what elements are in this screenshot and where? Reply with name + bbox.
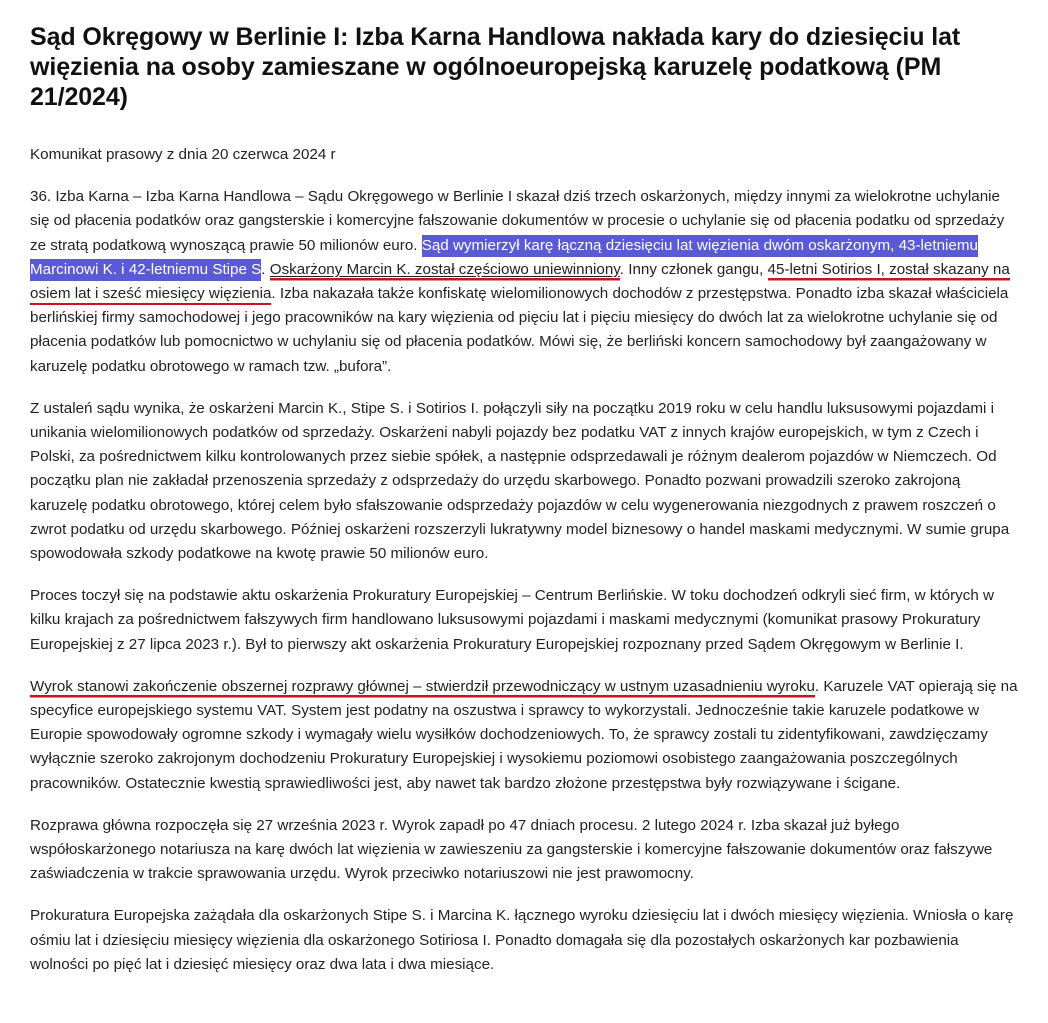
paragraph-indictment: Proces toczył się na podstawie aktu oskarżenia Prokuratury Europejskiej – Centrum Berlińskie. W toku dochodzeń odkryli sieć firm, w których w kilku krajach za pośrednictwem fałszywych firm handlowano luksusowymi pojazdami i maskami medycznymi (komunikat prasowy Prokuratury Europejskiej z 27 lipca 2023 r.). Był to pierwszy akt oskarżenia Prokuratury Europejskiej rozpoznany przed Sądem Okręgowym w Berlinie I.	[30, 587, 994, 653]
text-segment: 36. Izba Karna – Izba Karna Handlowa – Sądu Okręgowego w Berlinie I skazał dziś trzech oskarżonych, między innymi za wielokrotne uchylanie się od płacenia podatków oraz gangsterskie i komercyjne fałszowanie dokumentów w procesie o uchylanie się od płacenia podatku od sprzedaży ze stratą podatkową wynoszącą prawie 50 milionów euro.	[30, 188, 1005, 254]
underlined-text-sotirios-sentence[interactable]: 45-letni Sotirios I, został skazany na osiem lat i sześć miesięcy więzienia	[30, 261, 1010, 305]
paragraph-judge-statement	[30, 675, 1018, 796]
paragraph-court-findings: Z ustaleń sądu wynika, że oskarżeni Marcin K., Stipe S. i Sotirios I. połączyli siły na początku 2019 roku w celu handlu luksusowymi pojazdami i unikania wielomilionowych podatków od sprzedaży. Oskarżeni nabyli pojazdy bez podatku VAT z innych krajów europejskich, w tym z Czech i Polski, za pośrednictwem kilku kontrolowanych przez siebie spółek, a następnie odsprzedawali je różnym dealerom pojazdów w Niemczech. Od początku plan nie zakładał przenoszenia sprzedaży z odsprzedaży do urzędu skarbowego. Ponadto pozwani prowadzili szeroko zakrojoną karuzelę podatku obrotowego, której celem było sfałszowanie odsprzedaży pojazdów w celu wygenerowania niezgodnych z prawem roszczeń o zwrot podatku od urzędu skarbowego. Później oskarżeni rozszerzyli lukratywny model biznesowy o handel maskami medycznymi. W sumie grupa spowodowała szkody podatkowe na kwotę prawie 50 milionów euro.	[30, 399, 1010, 563]
paragraph-prosecution-demands: Prokuratura Europejska zażądała dla oskarżonych Stipe S. i Marcina K. łącznego wyroku dziesięciu lat i dwóch miesięcy więzienia. Wniosła o karę ośmiu lat i dziesięciu miesięcy więzienia dla oskarżonego Sotiriosa I. Ponadto domagała się dla pozostałych oskarżonych kar pozbawienia wolności po pięć lat i dziesięć miesięcy oraz dwa lata i dwa miesiące.	[30, 907, 1014, 973]
text-segment: .	[261, 260, 270, 278]
paragraph-trial-timeline: Rozprawa główna rozpoczęła się 27 września 2023 r. Wyrok zapadł po 47 dniach procesu. 2 lutego 2024 r. Izba skazał już byłego współoskarżonego notariusza na karę dwóch lat więzienia w zawieszeniu za gangsterskie i komercyjne fałszowanie dokumentów oraz fałszywe zaświadczenia w trakcie sprawowania urzędu. Wyrok przeciwko notariuszowi nie jest prawomocny.	[30, 816, 993, 883]
paragraph-verdict-summary	[30, 185, 1018, 379]
text-segment: . Izba nakazała także konfiskatę wielomilionowych dochodów z przestępstwa. Ponadto izba skazał właściciela berlińskiej firmy samochodowej i jego pracowników na kary więzienia od pięciu lat i pięciu miesięcy do dwóch lat za wielokrotne uchylanie się od płacenia podatków lub pomocnictwo w uchylaniu się od płacenia podatków. Mówi się, że berliński koncern samochodowy był zaangażowany w karuzelę podatku obrotowego w ramach tzw. „bufora”.	[30, 285, 1009, 375]
text-segment: . Karuzele VAT opierają się na specyfice europejskiego systemu VAT. System jest podatny na oszustwa i sprawcy to wykorzystali. Jednocześnie takie karuzele podatkowe w Europie spowodowały ogromne szkody i wymagały wielu wysiłków dochodzeniowych. To, że sprawcy zostali tu zidentyfikowani, zawdzięczamy wyłącznie szeroko zakrojonym dochodzeniu Prokuratury Europejskiej i wysokiemu poziomowi osobistego zaangażowania poszczególnych pracowników. Ostatecznie kwestią sprawiedliwości jest, aby nawet tak bardzo złożone przestępstwa były rozwiązywane i ścigane.	[30, 677, 1018, 792]
underlined-text-acquittal[interactable]: Oskarżony Marcin K. został częściowo uniewinniony	[270, 261, 620, 281]
highlighted-text[interactable]: Sąd wymierzył karę łączną dziesięciu lat więzienia dwóm oskarżonym, 43-letniemu Marcinowi K. i 42-letniemu Stipe S	[30, 235, 978, 281]
underlined-text-judge-statement[interactable]: Wyrok stanowi zakończenie obszernej rozprawy głównej – stwierdził przewodniczący w ustnym uzasadnieniu wyroku	[30, 678, 815, 698]
page-title: Sąd Okręgowy w Berlinie I: Izba Karna Handlowa nakłada kary do dziesięciu lat więzienia na osoby zamieszane w ogólnoeuropejską karuzelę podatkową (PM 21/2024)	[30, 23, 961, 111]
press-release-date: Komunikat prasowy z dnia 20 czerwca 2024 r	[30, 146, 336, 163]
text-segment: . Inny członek gangu,	[619, 260, 768, 278]
